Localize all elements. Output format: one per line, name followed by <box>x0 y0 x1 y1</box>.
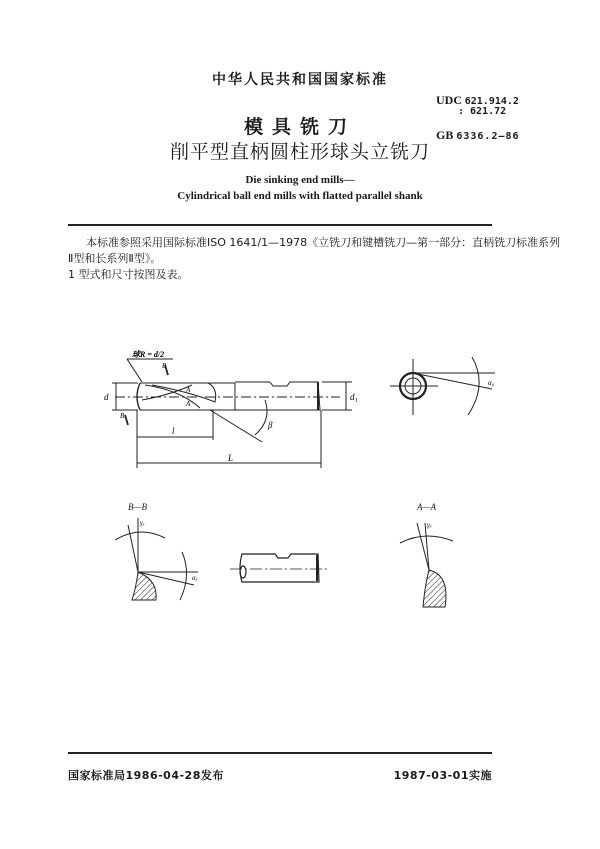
dim-d-label: d <box>104 392 109 402</box>
section-mark-a-1: A <box>186 386 191 394</box>
gb-label: GB <box>436 128 454 142</box>
document-title: 模具铣刀 <box>243 116 356 138</box>
section-mark-b-bottom: B <box>120 412 125 420</box>
section-bb-title: B—B <box>128 502 147 512</box>
issue-date: 国家标准局1986-04-28发布 <box>68 769 224 782</box>
effective-date: 1987-03-01实施 <box>393 769 492 782</box>
english-title-line1: Die sinking end mills— <box>245 174 355 186</box>
udc-number-1: 621.914.2 <box>464 96 519 107</box>
section-mark-b-top: B <box>162 362 167 370</box>
ball-radius-label: 球R = d/2 <box>132 350 165 359</box>
end-view-drawing <box>390 355 510 425</box>
section-mark-a-2: A <box>186 400 191 408</box>
clearance-angle-label: α₀ <box>488 379 495 387</box>
clearance-angle-label-bb: αₓ <box>192 574 198 582</box>
dim-L-label: L <box>228 453 234 463</box>
dim-l-label: l <box>172 426 175 436</box>
end-mill-drawing <box>90 330 370 470</box>
section-aa-title: A—A <box>417 502 436 512</box>
section-aa-drawing <box>395 515 465 610</box>
helix-angle-label: β <box>268 420 273 430</box>
gb-code <box>436 128 520 143</box>
header-divider <box>68 224 492 226</box>
rake-angle-label-bb: γₓ <box>140 519 145 527</box>
section-bb-drawing <box>110 500 210 610</box>
shank-view-drawing <box>230 550 330 590</box>
intro-line-1: 本标准参照采用国际标准ISO 1641/1—1978《立铣刀和键槽铣刀—第一部分：直柄铣刀标准系列 <box>86 236 561 249</box>
section-1-heading: 1 型式和尺寸按图及表。 <box>68 268 189 281</box>
footer-divider <box>68 752 492 754</box>
intro-line-2: Ⅱ型和长系列Ⅱ型》。 <box>68 252 162 265</box>
english-title-line2: Cylindrical ball end mills with flatted parallel shank <box>177 190 423 202</box>
gb-number: 6336.2—86 <box>456 131 520 142</box>
document-subtitle: 削平型直柄圆柱形球头立铣刀 <box>169 141 430 163</box>
standard-org-heading: 中华人民共和国国家标准 <box>212 72 388 88</box>
udc-number-2: : 621.72 <box>458 106 507 117</box>
dim-d1-label: d₁ <box>350 392 358 402</box>
rake-angle-label-aa: γₓ <box>427 521 432 529</box>
udc-label: UDC <box>436 93 462 107</box>
